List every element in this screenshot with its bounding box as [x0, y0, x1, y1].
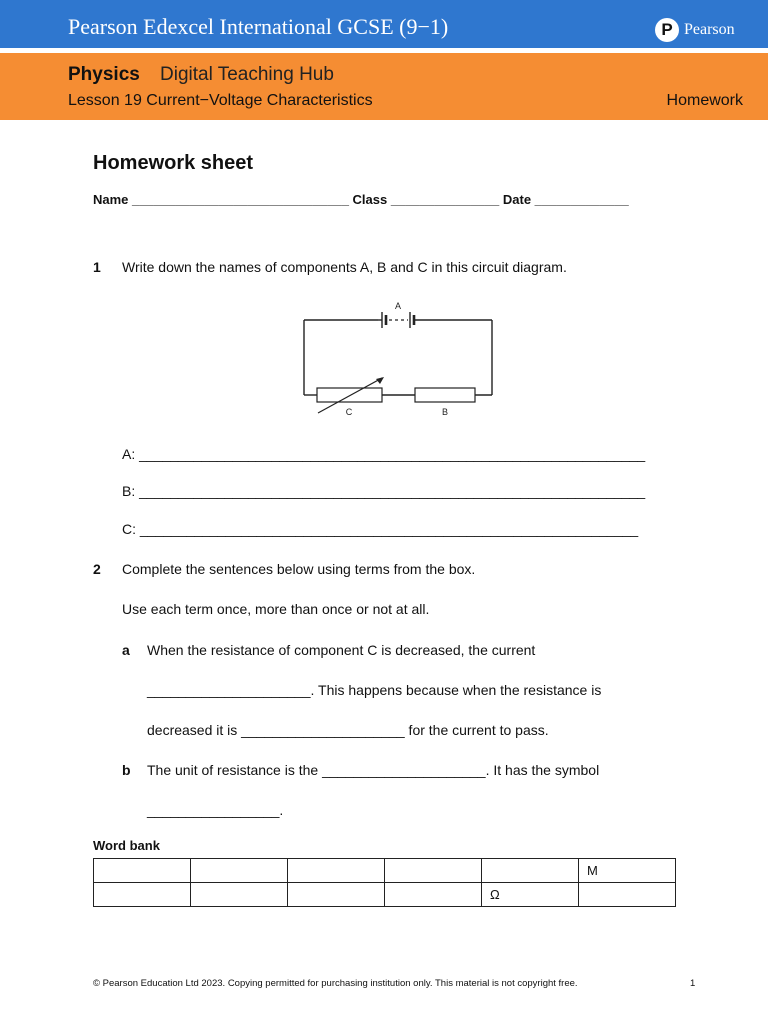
subheader-bar: [0, 53, 768, 120]
resistor-b: [415, 388, 475, 402]
word-bank-cell: [579, 883, 676, 907]
subject-title: Physics: [68, 64, 140, 85]
word-bank-cell: [191, 883, 288, 907]
word-bank-cell: [288, 859, 385, 883]
word-bank-row: [94, 859, 676, 883]
word-bank-row: [94, 883, 676, 907]
resource-type-label: Homework: [666, 92, 743, 109]
part-a-line-1: When the resistance of component C is decreased, the current: [147, 642, 536, 658]
part-b-line-1[interactable]: The unit of resistance is the _____________________. It has the symbol: [147, 762, 600, 778]
question-2-number: 2: [93, 561, 101, 577]
sheet-title: Homework sheet: [93, 152, 254, 174]
pearson-logo-icon: P: [655, 18, 679, 42]
part-b-label: b: [122, 762, 131, 778]
copyright-footer: © Pearson Education Ltd 2023. Copying permitted for purchasing institution only. This material is not copyright free.: [93, 978, 578, 989]
hub-title: Digital Teaching Hub: [160, 64, 334, 85]
label-a: A: [394, 301, 402, 311]
part-a-line-2[interactable]: _____________________. This happens because when the resistance is: [147, 682, 602, 698]
word-bank-cell: [191, 859, 288, 883]
word-bank-cell: [385, 859, 482, 883]
answer-line-b[interactable]: B: _________________________________________________________________: [122, 483, 646, 499]
label-b: B: [441, 407, 449, 417]
word-bank-cell: Ω: [482, 883, 579, 907]
answer-line-a[interactable]: A: _________________________________________________________________: [122, 446, 646, 462]
question-1-text: Write down the names of components A, B and C in this circuit diagram.: [122, 259, 567, 275]
circuit-diagram: [290, 295, 510, 420]
header-bar: [0, 0, 768, 48]
label-c: C: [345, 407, 353, 417]
part-a-line-3[interactable]: decreased it is _____________________ for the current to pass.: [147, 722, 549, 738]
word-bank-cell: [94, 883, 191, 907]
word-bank-table: [93, 858, 676, 907]
pearson-logo: [655, 17, 735, 43]
word-bank-cell: [94, 859, 191, 883]
word-bank-title: Word bank: [93, 838, 160, 853]
word-bank-cell: [385, 883, 482, 907]
question-2-text: Complete the sentences below using terms from the box.: [122, 561, 476, 577]
name-class-date-row: Name ______________________________ Class _______________ Date _____________: [93, 192, 629, 207]
word-bank-cell: [482, 859, 579, 883]
word-bank-cell: [288, 883, 385, 907]
question-2-instruction: Use each term once, more than once or not at all.: [122, 601, 430, 617]
lesson-title: Lesson 19 Current−Voltage Characteristics: [68, 92, 373, 109]
question-1-number: 1: [93, 259, 101, 275]
variable-resistor-c: [317, 388, 382, 402]
page-number: 1: [690, 978, 696, 989]
part-a-label: a: [122, 642, 130, 658]
pearson-logo-text: Pearson: [684, 21, 735, 38]
header-title: Pearson Edexcel International GCSE (9−1): [68, 14, 449, 39]
answer-line-c[interactable]: C: ________________________________________________________________: [122, 521, 639, 537]
variable-resistor-arrowhead: [376, 377, 384, 384]
part-b-line-2[interactable]: _________________.: [147, 802, 284, 818]
word-bank-cell: M: [579, 859, 676, 883]
